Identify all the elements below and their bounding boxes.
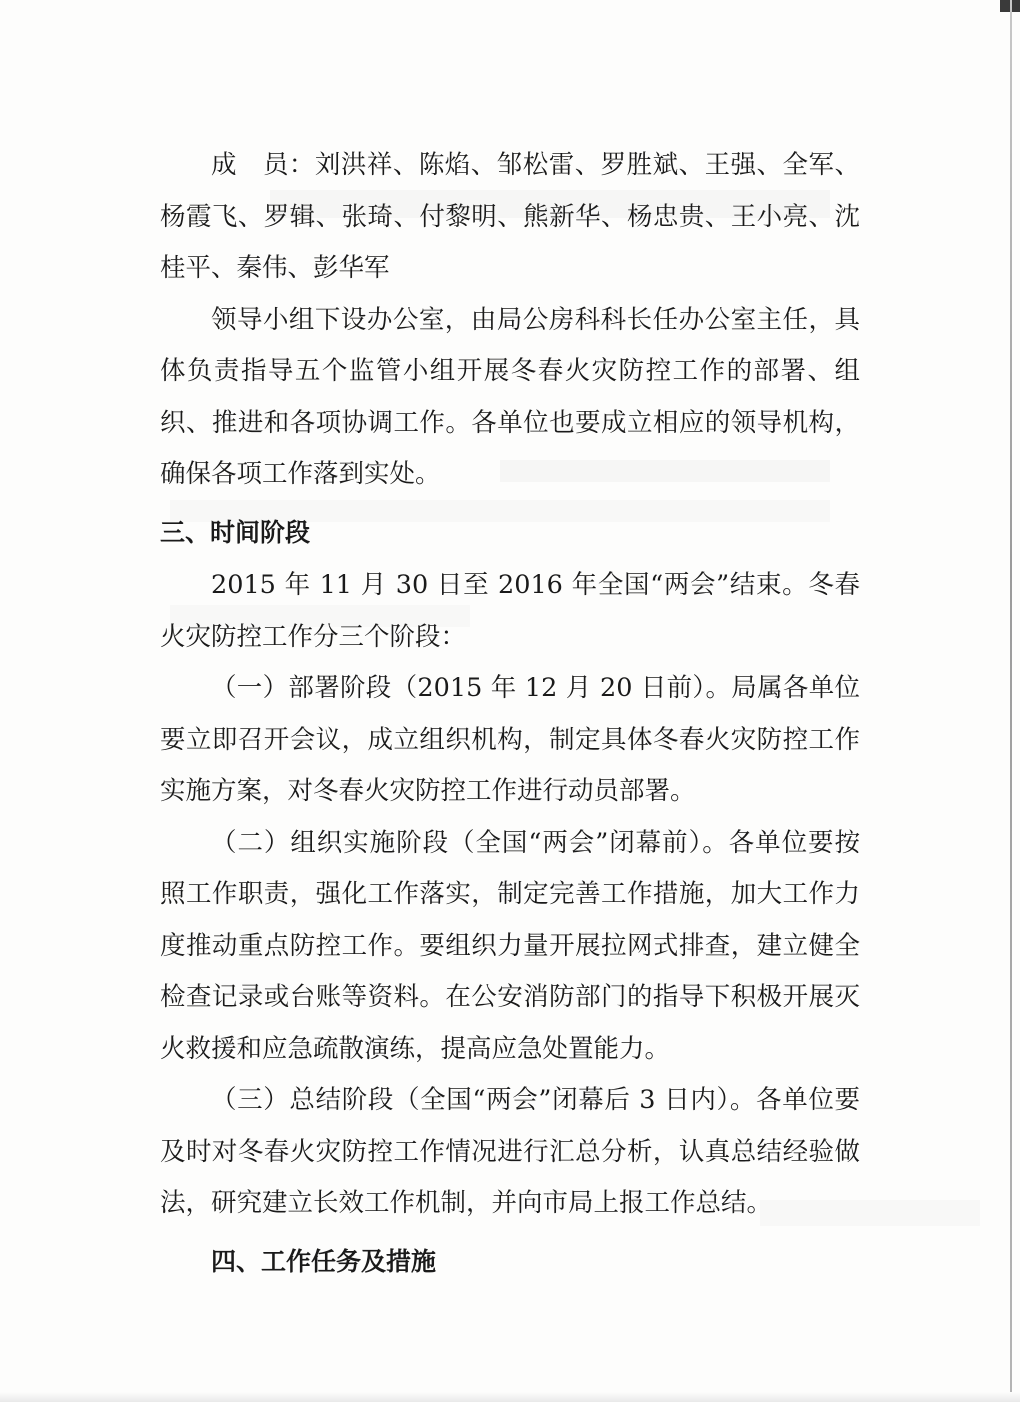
section-heading-tasks: 四、工作任务及措施 [211,1246,437,1276]
stage-summary-paragraph: （三）总结阶段（全国“两会”闭幕后 3 日内）。各单位要及时对冬春火灾防控工作情况进行汇总分析，认真总结经验做法，研究建立长效工作机制，并向市局上报工作总结。 [160,1085,860,1218]
stage-deployment-paragraph: （一）部署阶段（2015 年 12 月 20 日前）。局属各单位要立即召开会议，成立组织机构，制定具体冬春火灾防控工作实施方案，对冬春火灾防控工作进行动员部署。 [160,673,860,806]
document-body [160,140,860,1287]
stage-implementation-paragraph: （二）组织实施阶段（全国“两会”闭幕前）。各单位要按照工作职责，强化工作落实，制定完善工作措施，加大工作力度推动重点防控工作。要组织力量开展拉网式排查，建立健全检查记录或台账等资料。在公安消防部门的指导下积极开展灭火救援和应急疏散演练，提高应急处置能力。 [160,827,860,1064]
scan-bottom-shadow [0,1392,1020,1402]
office-paragraph: 领导小组下设办公室，由局公房科科长任办公室主任，具体负责指导五个监管小组开展冬春火灾防控工作的部署、组织、推进和各项协调工作。各单位也要成立相应的领导机构，确保各项工作落到实处。 [160,304,860,489]
section-heading-time-stages: 三、时间阶段 [160,517,311,547]
members-paragraph: 成 员：刘洪祥、陈焰、邹松雷、罗胜斌、王强、全军、杨霞飞、罗辑、张琦、付黎明、熊新华、杨忠贵、王小亮、沈桂平、秦伟、彭华军 [160,150,860,283]
scan-edge-line [1010,0,1012,1402]
timeline-paragraph: 2015 年 11 月 30 日至 2016 年全国“两会”结束。冬春火灾防控工作分三个阶段： [160,570,860,652]
